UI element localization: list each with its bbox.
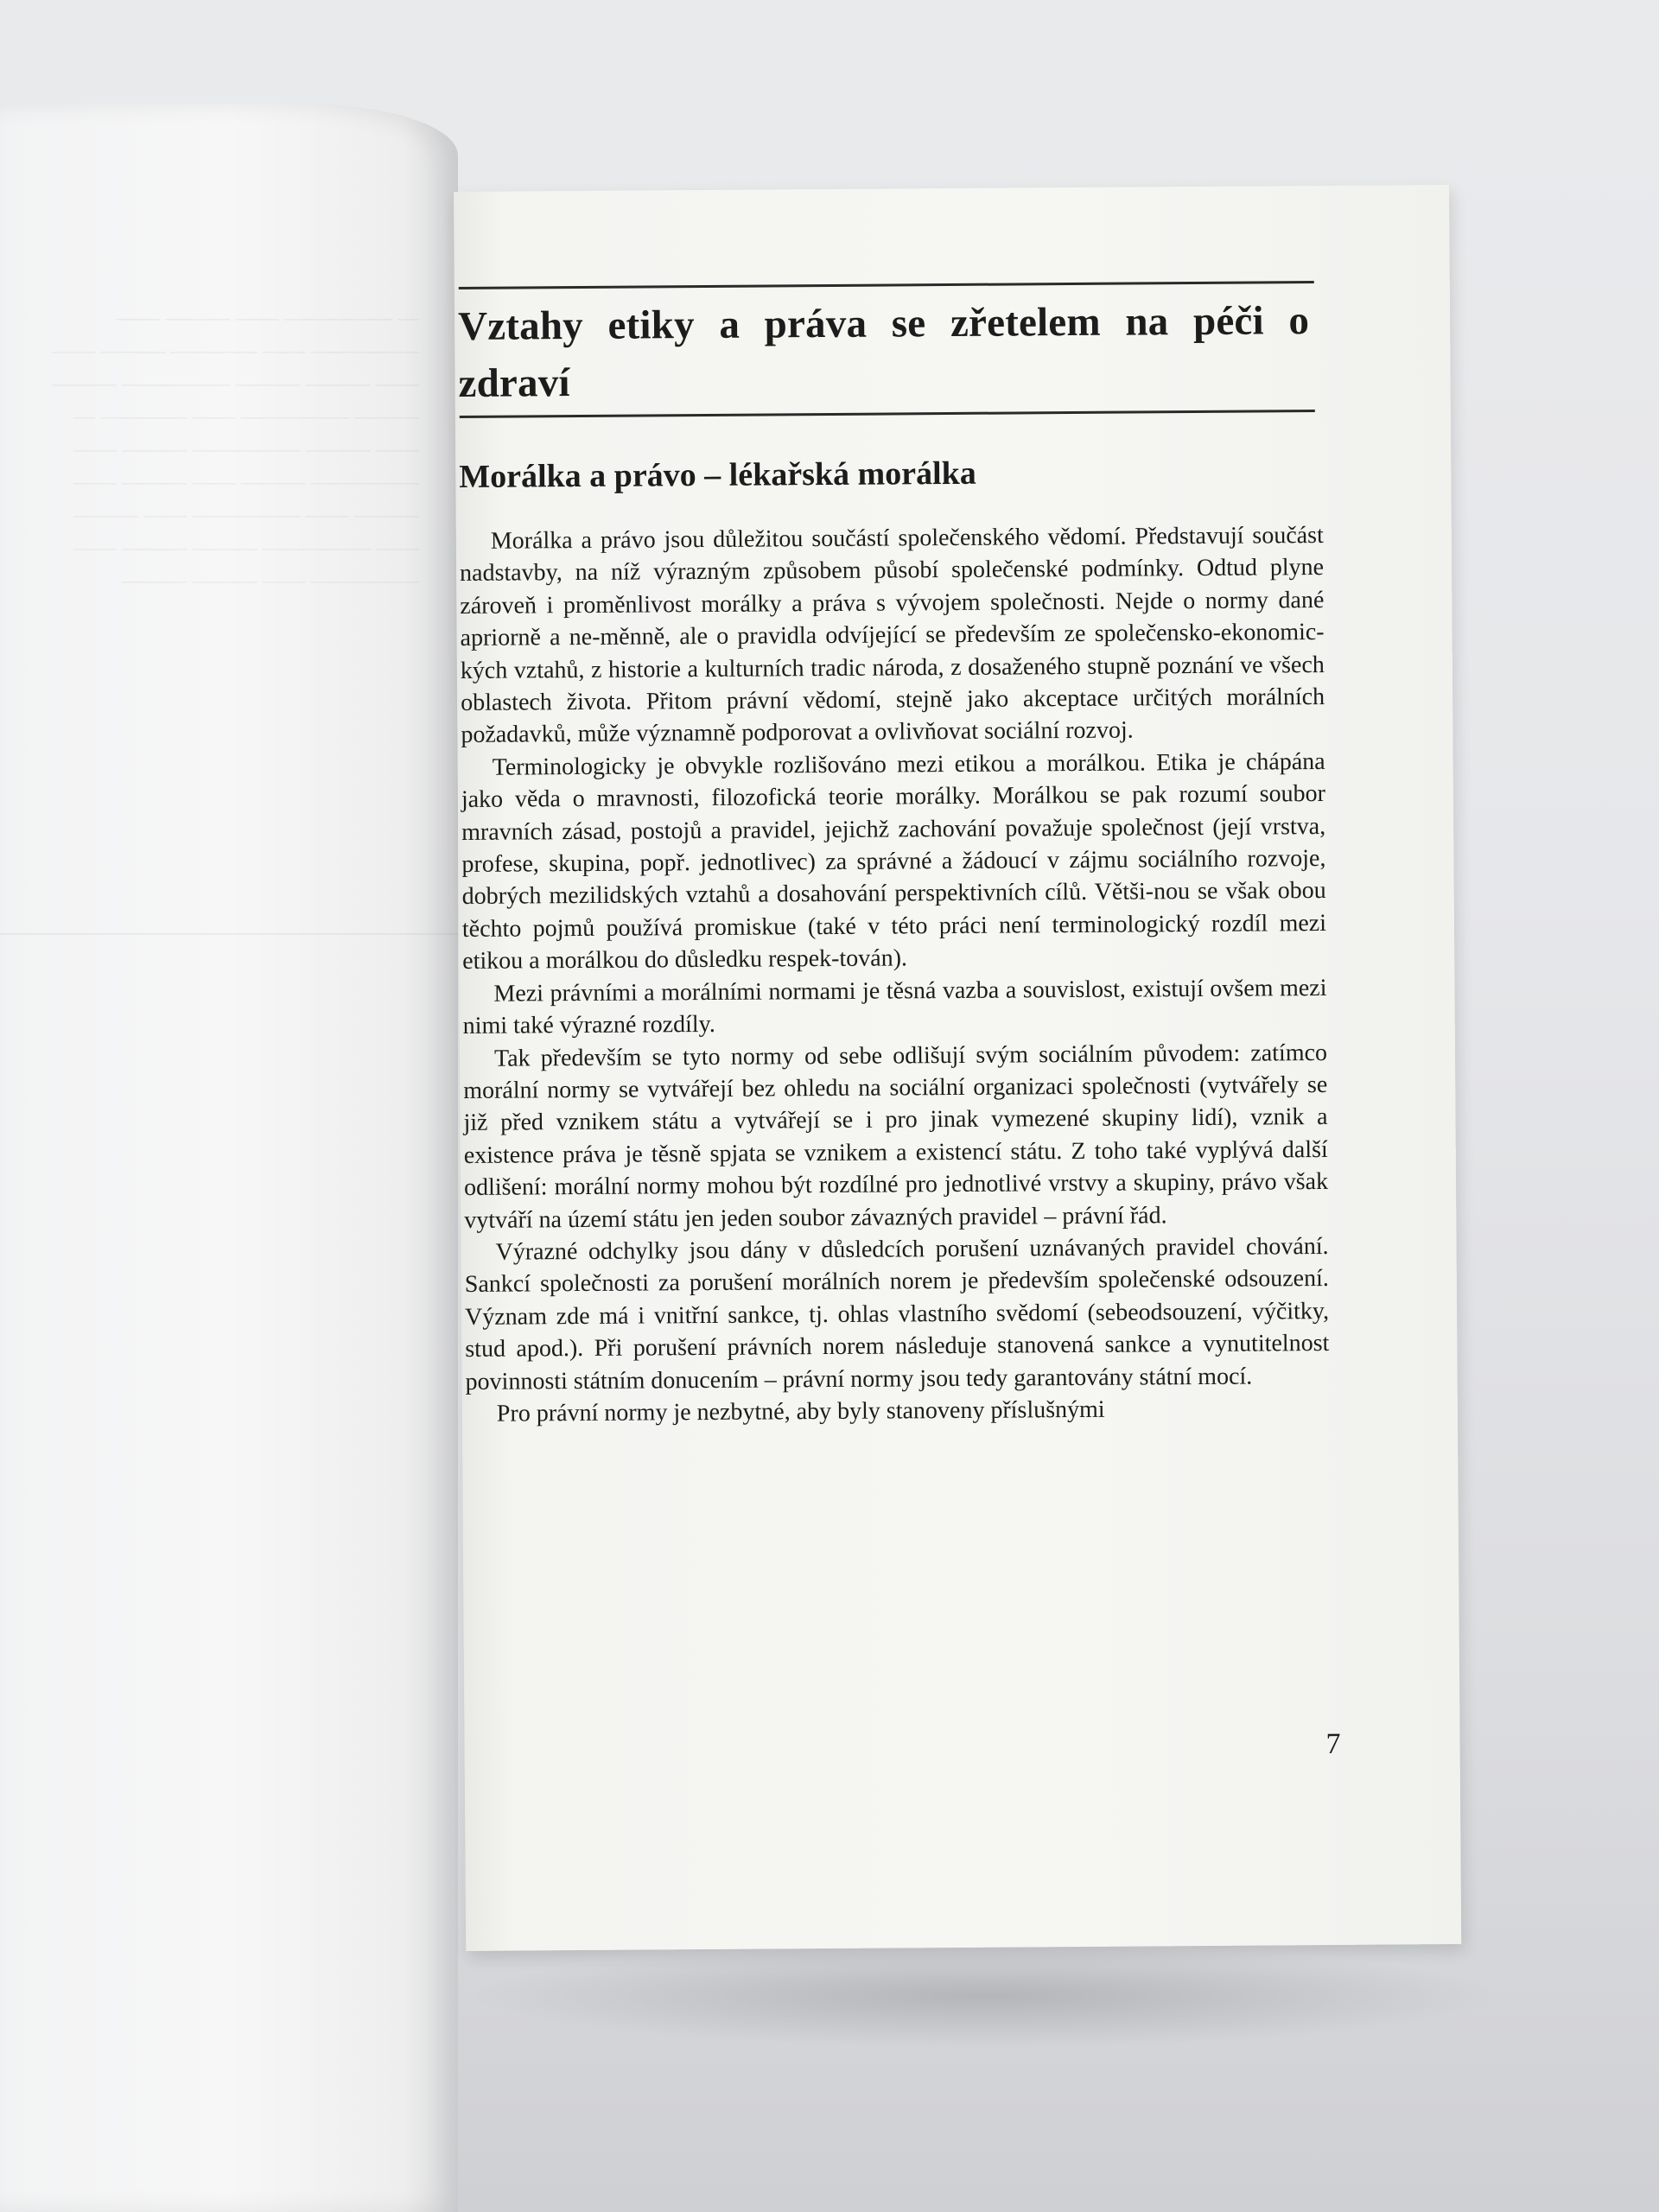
section-title: Morálka a právo – lékařská morálka: [459, 454, 976, 495]
page-fold-line: [0, 933, 458, 935]
paragraph: Pro právní normy je nezbytné, aby byly stanoveny příslušnými: [496, 1395, 1105, 1427]
right-page: [454, 185, 1461, 1951]
paragraph: Morálka a právo jsou důležitou součástí společenského vědomí. Představují součást nadstavby, na níž výrazným způsobem působí společenské podmínky. Odtud plyne zároveň i proměnlivost morálky a práva s vývojem společnosti. Nejde o normy dané apriorně a ne-měnně, ale o pravidla odvíjející se především ze společensko-ekonomic-kých vztahů, z historie a kulturních tradic národa, z dosaženého stupně poznání ve všech oblastech života. Přitom právní vědomí, stejně jako akceptace určitých morálních požadavků, může významně podporovat a ovlivňovat sociální rozvoj.: [459, 521, 1325, 749]
book-shadow: [467, 1944, 1503, 2048]
chapter-title: Vztahy etiky a práva se zřetelem na péči o zdraví: [457, 298, 1310, 406]
paragraph: Terminologicky je obvykle rozlišováno mezi etikou a morálkou. Etika je chápána jako věda o mravnosti, filozofická teorie morálky. Morálkou se pak rozumí soubor mravních zásad, postojů a pravidel, jejichž zachování považuje společnost (její vrstva, profese, skupina, popř. jednotlivec) za správné a žádoucí v zájmu sociálního rozvoje, dobrých mezilidských vztahů a dosahování perspektivních cílů. Větši-nou se však obou těchto pojmů používá promiskue (také v této práci není terminologický rozdíl mezi etikou a morálkou do důsledku respek-tován).: [461, 747, 1327, 976]
paragraph: Mezi právními a morálními normami je těsná vazba a souvislost, existují ovšem mezi nimi také výrazné rozdíly.: [462, 974, 1327, 1040]
show-through-text: — ————— —— ——— —— ————— —— ———— ——— —— —— ——— ——— ————— ——— ——— ————— —— ———— — —— ——— ————— ——— —— ————— ——— —— ——— —— ——— —— ————— —— ——— —— ————— ——— ——— —— ————— —— ——— ———: [52, 307, 419, 593]
paragraph: Výrazné odchylky jsou dány v důsledcích porušení uznávaných pravidel chování. Sankcí společnosti za porušení morálních norem je především společenské odsouzení. Význam zde má i vnitřní sankce, tj. ohlas vlastního svědomí (sebeodsouzení, výčitky, stud apod.). Při porušení právních norem následuje stanovená sankce a vynutitelnost povinnosti státním donucením – právní normy jsou tedy garantovány státní mocí.: [464, 1232, 1330, 1395]
page-content: [454, 281, 1330, 1430]
left-page: [0, 104, 458, 2212]
title-rule-top: [459, 281, 1314, 289]
page-number: 7: [1325, 1727, 1341, 1760]
paragraph: Tak především se tyto normy od sebe odlišují svým sociálním původem: zatímco morální normy se vytvářejí bez ohledu na sociální organizaci společnosti (vytvářely se již před vznikem státu a vytvářejí se i pro jinak vymezené skupiny lidí), vznik a existence práva je těsně spjata se vznikem a existencí státu. Z toho také vyplývá další odlišení: morální normy mohou být rozdílné pro jednotlivé vrstvy a skupiny, právo však vytváří na území státu jen jeden soubor závazných pravidel – právní řád.: [463, 1039, 1329, 1234]
body-text: [460, 519, 1330, 1430]
